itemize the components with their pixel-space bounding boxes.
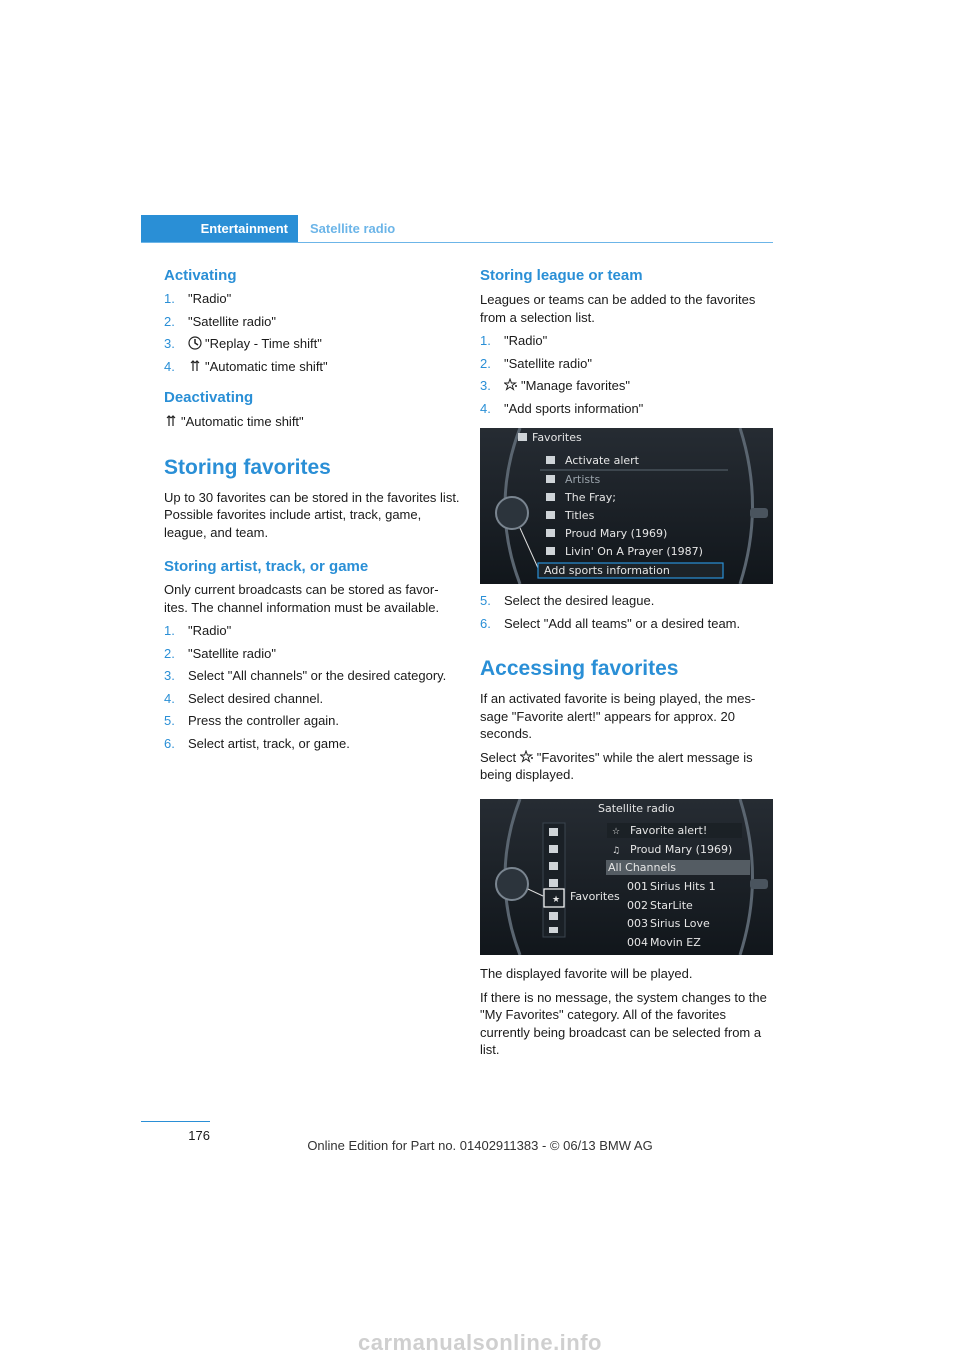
- automatic-time-shift-icon: [164, 414, 178, 428]
- menu-item: Livin' On A Prayer (1987): [565, 545, 703, 558]
- page-number: 176: [188, 1128, 210, 1143]
- deactivating-text: "Automatic time shift": [164, 413, 462, 431]
- screen-title: Satellite radio: [598, 802, 675, 815]
- list-item: 4. "Automatic time shift": [164, 358, 328, 374]
- menu-item: Proud Mary (1969): [565, 527, 668, 540]
- controller-knob: [496, 868, 528, 900]
- accessing-select-text: Select "Favorites" while the alert message is being displayed.: [480, 749, 753, 782]
- channel-number: 002: [627, 899, 648, 912]
- replay-time-shift-icon: [188, 336, 202, 350]
- list-item: 6. Select "Add all teams" or a desired team.: [480, 615, 741, 631]
- storing-favorites-heading: Storing favorites: [164, 455, 331, 479]
- watermark: carmanualsonline.info: [358, 1330, 602, 1355]
- list-item: 1. "Radio": [164, 291, 232, 306]
- subsection-title: Satellite radio: [310, 221, 396, 236]
- list-item: 2. "Satellite radio": [164, 313, 276, 329]
- storing-artist-heading: Storing artist, track, or game: [164, 558, 369, 575]
- list-item: 3. "Replay - Time shift": [164, 336, 322, 351]
- svg-text:★: ★: [552, 895, 561, 905]
- storing-artist-steps: [164, 622, 462, 752]
- storing-league-steps-2: [480, 592, 776, 632]
- channel-number: 004: [627, 936, 648, 949]
- channel-name: Sirius Hits 1: [650, 880, 716, 893]
- channel-name: Sirius Love: [650, 917, 710, 930]
- list-item: 3. Select "All channels" or the desired category.: [164, 668, 447, 683]
- svg-text:♫: ♫: [612, 846, 621, 856]
- side-label: Favorites: [570, 890, 620, 903]
- controller-knob: [496, 497, 528, 529]
- page-number-rule: [141, 1121, 210, 1122]
- storing-league-heading: Storing league or team: [480, 267, 643, 284]
- manage-favorites-icon: [504, 378, 518, 392]
- menu-item: All Channels: [608, 861, 677, 874]
- right-column: [480, 266, 776, 422]
- list-item: 4. "Add sports information": [480, 400, 644, 416]
- storing-league-body: Leagues or teams can be added to the favorites from a selection list.: [480, 292, 756, 325]
- activating-steps: [164, 290, 462, 375]
- channel-name: Movin EZ: [650, 936, 701, 949]
- list-item: 5. Select the desired league.: [480, 593, 655, 608]
- deactivating-heading: Deactivating: [164, 389, 254, 406]
- list-item: 4. Select desired channel.: [164, 690, 324, 706]
- list-item: 2. "Satellite radio": [480, 355, 592, 371]
- right-bottom-text: [480, 965, 776, 1059]
- activating-heading: Activating: [164, 267, 237, 284]
- list-item: 1. "Radio": [164, 623, 232, 638]
- channel-number: 001: [627, 880, 648, 893]
- list-item: 2. "Satellite radio": [164, 645, 276, 661]
- storing-league-steps: [480, 332, 776, 417]
- list-item: 1. "Radio": [480, 333, 548, 348]
- menu-item: The Fray;: [565, 491, 616, 504]
- list-item: 3. "Manage favorites": [480, 378, 630, 393]
- favorites-menu-screenshot: [480, 428, 773, 584]
- satellite-radio-screenshot: [480, 799, 773, 955]
- accessing-favorites-body: If an activated favorite is being played, the mes-sage "Favorite alert!" appears for approx. 20 seconds.: [480, 691, 756, 741]
- screen-title: Favorites: [532, 431, 582, 444]
- menu-item: Favorite alert!: [630, 824, 708, 837]
- channel-name: StarLite: [650, 899, 693, 912]
- storing-favorites-body: Up to 30 favorites can be stored in the favorites list. Possible favorites include artist, track, game, league, and team.: [164, 489, 460, 540]
- left-column: [164, 266, 462, 757]
- footer-text: Online Edition for Part no. 01402911383 - © 06/13 BMW AG: [307, 1138, 653, 1153]
- menu-item: Artists: [565, 473, 601, 486]
- no-message-text: If there is no message, the system changes to the "My Favorites" category. All of the favorites currently being broadcast can be selected from a list.: [480, 989, 767, 1057]
- played-text: The displayed favorite will be played.: [480, 966, 693, 981]
- section-tab: Entertainment: [141, 215, 298, 243]
- right-steps-continued: [480, 592, 776, 784]
- accessing-favorites-heading: Accessing favorites: [480, 657, 679, 680]
- channel-number: 003: [627, 917, 648, 930]
- menu-item: Activate alert: [565, 454, 639, 467]
- menu-item: Add sports information: [544, 564, 670, 577]
- storing-artist-body: Only current broadcasts can be stored as favor-ites. The channel information must be available.: [164, 582, 440, 615]
- menu-item: Proud Mary (1969): [630, 843, 733, 856]
- svg-text:☆: ☆: [612, 827, 621, 837]
- favorites-icon: [520, 750, 534, 764]
- header-divider: [141, 242, 773, 243]
- menu-item: Titles: [565, 509, 595, 522]
- list-item: 5. Press the controller again.: [164, 713, 340, 728]
- automatic-time-shift-icon: [188, 359, 202, 373]
- list-item: 6. Select artist, track, or game.: [164, 735, 350, 751]
